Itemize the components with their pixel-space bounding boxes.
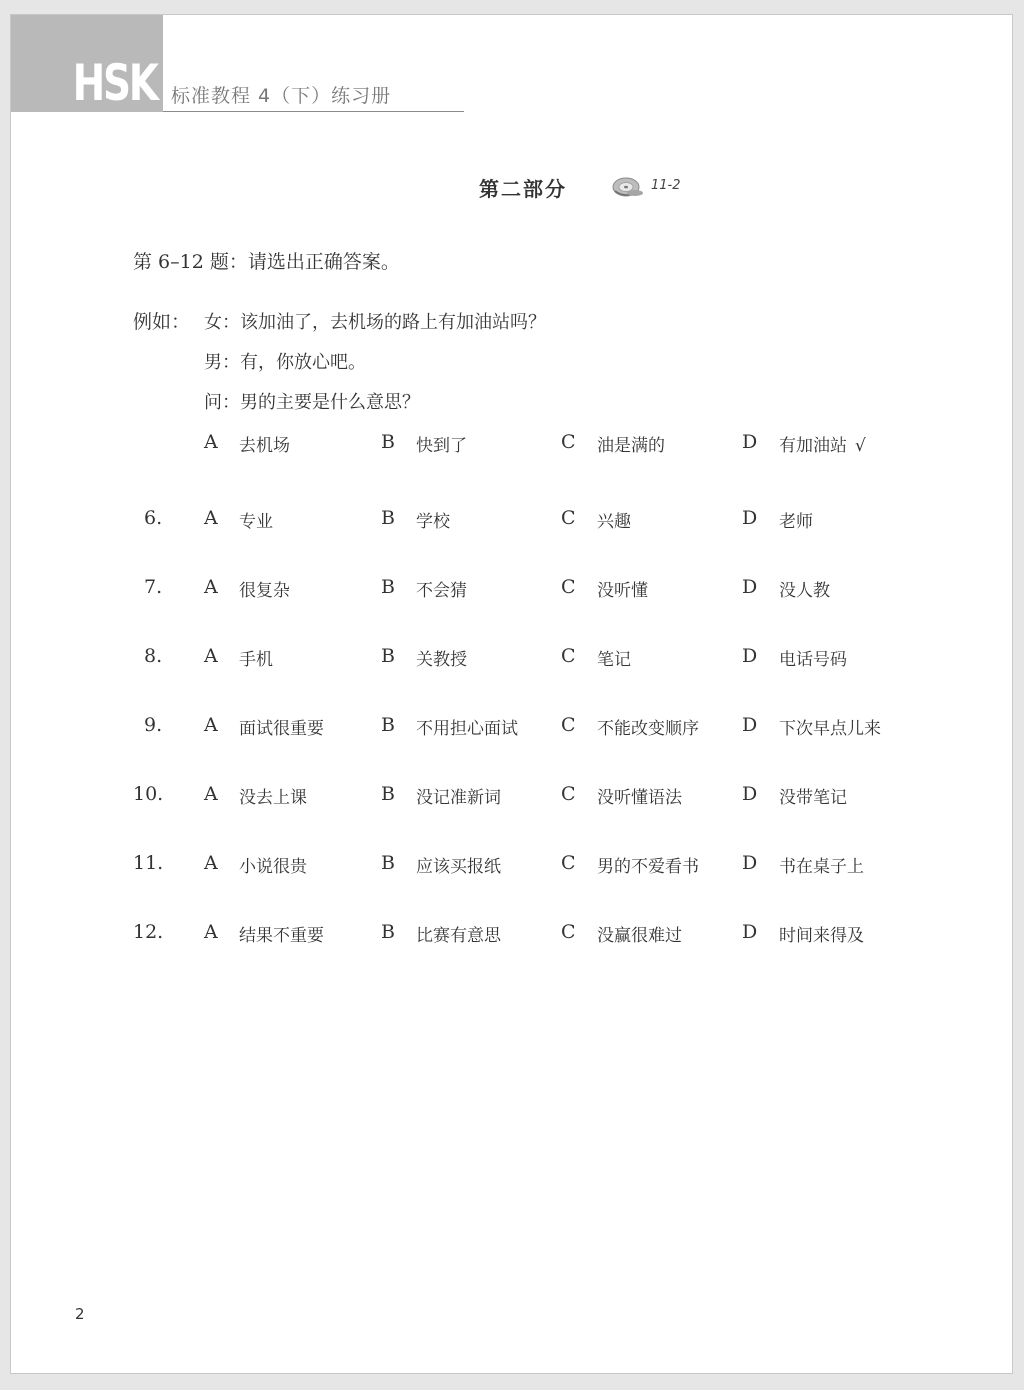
example-options xyxy=(11,431,1014,461)
workbook-page xyxy=(10,14,1013,1374)
option-text: 电话号码 xyxy=(779,650,847,670)
option-letter: C xyxy=(561,645,576,667)
option-letter: D xyxy=(742,645,758,667)
question-row xyxy=(11,507,1014,537)
option-letter: D xyxy=(742,714,758,736)
option-letter: C xyxy=(561,431,576,453)
option-letter: A xyxy=(204,921,218,943)
question-number: 7. xyxy=(144,576,163,598)
option-letter: C xyxy=(561,714,576,736)
option-letter: B xyxy=(381,576,395,598)
option-text: 时间来得及 xyxy=(779,926,864,946)
option-text: 比赛有意思 xyxy=(416,926,501,946)
hsk-logo: HSK xyxy=(73,54,157,112)
section-title: 第二部分 xyxy=(479,177,567,201)
question-number: 10. xyxy=(133,783,164,805)
page-number: 2 xyxy=(75,1305,85,1323)
option-text: 没去上课 xyxy=(239,788,307,808)
audio-track-number: 11-2 xyxy=(651,178,681,193)
example-line-question: 问：男的主要是什么意思？ xyxy=(204,392,420,413)
question-number: 12. xyxy=(133,921,164,943)
option-text: 不用担心面试 xyxy=(416,719,518,739)
option-letter: A xyxy=(204,852,218,874)
option-text: 男的不爱看书 xyxy=(597,857,699,877)
option-text: 没人教 xyxy=(779,581,830,601)
hsk-logo-block xyxy=(11,15,163,112)
option-letter: D xyxy=(742,507,758,529)
option-text: 下次早点儿来 xyxy=(779,719,881,739)
option-text: 没赢很难过 xyxy=(597,926,682,946)
example-line-woman: 女：该加油了，去机场的路上有加油站吗？ xyxy=(204,312,546,333)
option-letter: B xyxy=(381,507,395,529)
question-number: 8. xyxy=(144,645,163,667)
option-text: 油是满的 xyxy=(597,436,665,456)
question-number: 11. xyxy=(133,852,164,874)
question-row xyxy=(11,645,1014,675)
option-text: 不能改变顺序 xyxy=(597,719,699,739)
option-letter: A xyxy=(204,431,218,453)
option-letter: C xyxy=(561,783,576,805)
option-letter: D xyxy=(742,576,758,598)
option-letter: A xyxy=(204,714,218,736)
example-line-man: 男：有，你放心吧。 xyxy=(204,352,366,373)
option-letter: C xyxy=(561,576,576,598)
option-text: 没听懂 xyxy=(597,581,648,601)
option-letter: C xyxy=(561,507,576,529)
option-text: 不会猜 xyxy=(416,581,467,601)
question-row xyxy=(11,852,1014,882)
option-text: 结果不重要 xyxy=(239,926,324,946)
option-letter: B xyxy=(381,852,395,874)
option-text: 没记准新词 xyxy=(416,788,501,808)
option-text-answer xyxy=(779,431,866,456)
cd-disc-icon xyxy=(611,173,645,199)
option-text: 笔记 xyxy=(597,650,631,670)
option-text: 兴趣 xyxy=(597,512,631,532)
option-letter: D xyxy=(742,921,758,943)
book-title: 标准教程 4（下）练习册 xyxy=(171,85,392,107)
option-letter: C xyxy=(561,921,576,943)
option-letter: B xyxy=(381,714,395,736)
option-text: 小说很贵 xyxy=(239,857,307,877)
option-text: 很复杂 xyxy=(239,581,290,601)
option-text: 书在桌子上 xyxy=(779,857,864,877)
option-letter: D xyxy=(742,783,758,805)
example-label: 例如： xyxy=(133,311,191,333)
option-text: 学校 xyxy=(416,512,450,532)
option-text: 去机场 xyxy=(239,436,290,456)
option-letter: A xyxy=(204,783,218,805)
option-letter: A xyxy=(204,576,218,598)
question-number: 9. xyxy=(144,714,163,736)
question-row xyxy=(11,714,1014,744)
option-text: 有加油站 xyxy=(779,436,847,456)
option-letter: A xyxy=(204,507,218,529)
header-rule xyxy=(163,111,464,112)
option-text: 专业 xyxy=(239,512,273,532)
option-letter: D xyxy=(742,852,758,874)
option-text: 没带笔记 xyxy=(779,788,847,808)
option-letter: A xyxy=(204,645,218,667)
option-letter: B xyxy=(381,783,395,805)
option-letter: D xyxy=(742,431,758,453)
option-text: 老师 xyxy=(779,512,813,532)
option-text: 没听懂语法 xyxy=(597,788,682,808)
question-number: 6. xyxy=(144,507,163,529)
option-letter: B xyxy=(381,431,395,453)
option-text: 应该买报纸 xyxy=(416,857,501,877)
option-letter: B xyxy=(381,645,395,667)
question-row xyxy=(11,576,1014,606)
question-row xyxy=(11,921,1014,951)
option-letter: B xyxy=(381,921,395,943)
question-row xyxy=(11,783,1014,813)
option-letter: C xyxy=(561,852,576,874)
instruction: 第 6–12 题：请选出正确答案。 xyxy=(133,251,400,273)
checkmark-icon: √ xyxy=(855,436,866,456)
option-text: 关教授 xyxy=(416,650,467,670)
option-text: 手机 xyxy=(239,650,273,670)
option-text: 快到了 xyxy=(416,436,467,456)
option-text: 面试很重要 xyxy=(239,719,324,739)
